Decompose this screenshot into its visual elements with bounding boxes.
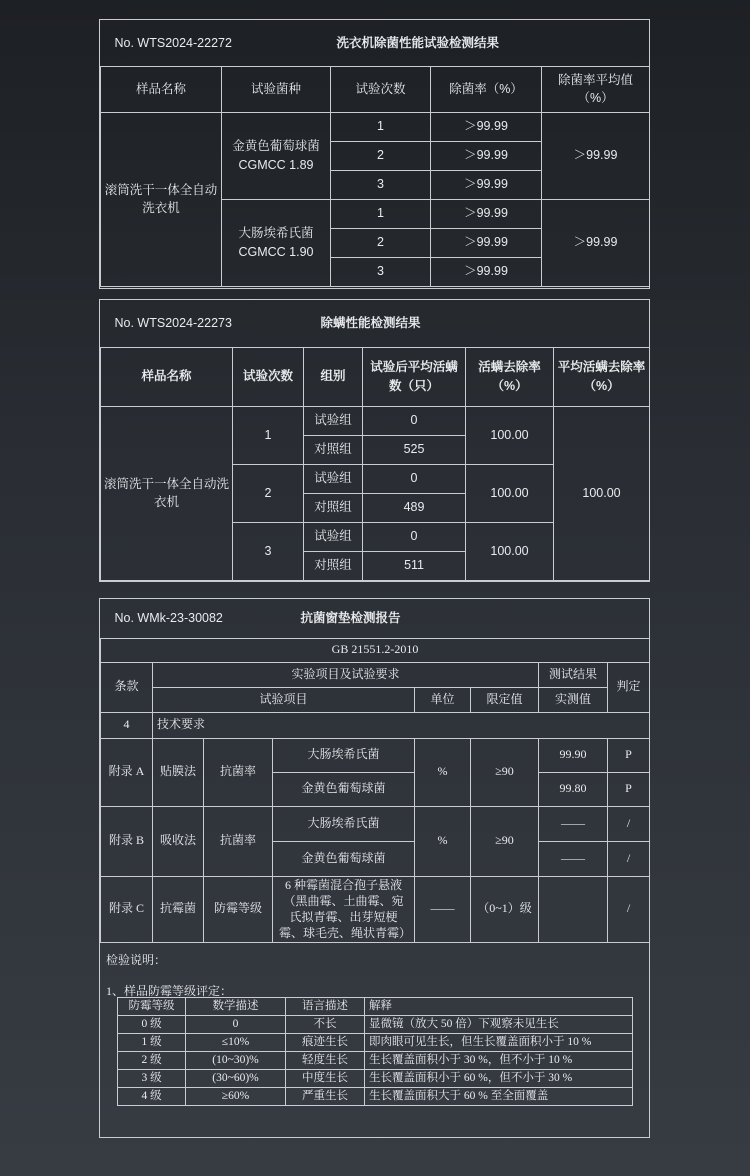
group-label: 对照组: [304, 493, 363, 522]
grade-math: 0: [186, 1016, 286, 1034]
standard-code: GB 21551.2-2010: [101, 638, 650, 662]
measured-value: 99.80: [539, 772, 608, 806]
mite-count: 0: [363, 464, 466, 493]
measured-value: ——: [539, 841, 608, 876]
section-clause: 4: [101, 712, 153, 738]
verdict: P: [608, 738, 650, 772]
trial-number: 3: [233, 522, 304, 580]
limit-value: ≥90: [471, 738, 539, 806]
test-method: 吸收法: [153, 806, 204, 876]
header-limit: 限定值: [471, 687, 539, 712]
removal-rate: ＞99.99: [431, 141, 542, 170]
group-label: 对照组: [304, 551, 363, 580]
header-cell: 活螨去除率（%）: [466, 347, 554, 406]
measured-value: [539, 876, 608, 942]
test-method: 抗霉菌: [153, 876, 204, 942]
verdict: /: [608, 876, 650, 942]
trial-number: 1: [331, 199, 431, 228]
strain-name: 大肠埃希氏菌: [273, 806, 415, 841]
test-item: 防霉等级: [204, 876, 273, 942]
header-cell: 试验次数: [331, 66, 431, 112]
mite-count: 0: [363, 522, 466, 551]
mold-description: 6 种霉菌混合孢子悬液（黑曲霉、土曲霉、宛氏拟青霉、出芽短梗霉、球毛壳、绳状青霉）: [273, 876, 415, 942]
report-title: [320, 300, 650, 347]
grade-level: 1 级: [118, 1034, 186, 1052]
unit: ——: [415, 876, 471, 942]
header-cell: 样品名称: [101, 66, 222, 112]
header-test-result: 测试结果: [539, 662, 608, 687]
antibacterial-report-panel: [99, 598, 650, 1138]
header-cell: 试验后平均活螨数（只）: [363, 347, 466, 406]
header-cell: 试验菌种: [222, 66, 331, 112]
trial-number: 3: [331, 170, 431, 199]
grading-row: [118, 1034, 633, 1052]
grade-language: 严重生长: [286, 1088, 365, 1106]
report-title: 抗菌窗垫检测报告: [300, 611, 401, 626]
header-cell: 平均活螨去除率（%）: [554, 347, 650, 406]
grading-row: [118, 1088, 633, 1106]
section-label: 技术要求: [153, 712, 650, 738]
trial-number: 2: [331, 228, 431, 257]
group-label: 对照组: [304, 435, 363, 464]
sample-name: 滚筒洗干一体全自动洗衣机: [101, 112, 222, 286]
trial-number: 1: [233, 406, 304, 464]
test-item: 抗菌率: [204, 738, 273, 806]
average-rate: ＞99.99: [542, 112, 650, 199]
header-cell: 组别: [304, 347, 363, 406]
appendix-clause: 附录 C: [101, 876, 153, 942]
removal-rate: 100.00: [466, 406, 554, 464]
group-label: 试验组: [304, 464, 363, 493]
grading-header: 解释: [365, 998, 633, 1016]
header-cell: 试验次数: [233, 347, 304, 406]
grade-math: (10~30)%: [186, 1052, 286, 1070]
grade-explanation: 显微镜（放大 50 倍）下观察未见生长: [365, 1016, 633, 1034]
average-removal-rate: 100.00: [554, 406, 650, 580]
mite-report-table: [100, 300, 650, 581]
strain-name: 金黄色葡萄球菌 CGMCC 1.89: [222, 112, 331, 199]
verdict: /: [608, 806, 650, 841]
grading-row: [118, 1052, 633, 1070]
report-title: 洗衣机除菌性能试验检测结果: [336, 35, 500, 50]
appendix-clause: 附录 A: [101, 738, 153, 806]
trial-number: 3: [331, 257, 431, 286]
mite-report-panel: [99, 299, 650, 582]
strain-name: 大肠埃希氏菌: [273, 738, 415, 772]
header-items-requirements: 实验项目及试验要求: [153, 662, 539, 687]
mite-count: 525: [363, 435, 466, 464]
bacteria-report-table: [100, 20, 650, 287]
grade-language: 轻度生长: [286, 1052, 365, 1070]
trial-number: 1: [331, 112, 431, 141]
verdict: /: [608, 841, 650, 876]
antibacterial-report-table: [100, 599, 650, 943]
sample-name: 滚筒洗干一体全自动洗衣机: [101, 406, 233, 580]
header-cell: 除菌率（%）: [431, 66, 542, 112]
bacteria-report-panel: [99, 19, 650, 289]
test-item: 抗菌率: [204, 806, 273, 876]
removal-rate: ＞99.99: [431, 170, 542, 199]
header-cell: 样品名称: [101, 347, 233, 406]
grade-level: 2 级: [118, 1052, 186, 1070]
grading-row: [118, 1016, 633, 1034]
notes-label: 检验说明：: [106, 953, 167, 967]
report-title-text: 除螨性能检测结果: [320, 316, 421, 331]
grade-math: ≥60%: [186, 1088, 286, 1106]
header-unit: 单位: [415, 687, 471, 712]
group-label: 试验组: [304, 522, 363, 551]
strain-name: 金黄色葡萄球菌: [273, 772, 415, 806]
grading-row: [118, 1070, 633, 1088]
unit: %: [415, 806, 471, 876]
grade-explanation: 生长覆盖面积大于 60 % 至全面覆盖: [365, 1088, 633, 1106]
grade-explanation: 生长覆盖面积小于 30 %，但不小于 10 %: [365, 1052, 633, 1070]
report-number: No. WMk-23-30082: [114, 611, 223, 626]
grade-explanation: 即肉眼可见生长，但生长覆盖面积小于 10 %: [365, 1034, 633, 1052]
mite-count: 489: [363, 493, 466, 522]
header-test-item: 试验项目: [153, 687, 415, 712]
grading-title: 1、样品防霉等级评定：: [106, 984, 233, 998]
grade-math: (30~60)%: [186, 1070, 286, 1088]
removal-rate: ＞99.99: [431, 228, 542, 257]
report-number: No. WTS2024-22272: [114, 35, 232, 50]
removal-rate: 100.00: [466, 522, 554, 580]
average-rate: ＞99.99: [542, 199, 650, 286]
grade-math: ≤10%: [186, 1034, 286, 1052]
header-cell: 除菌率平均值（%）: [542, 66, 650, 112]
grade-language: 痕迹生长: [286, 1034, 365, 1052]
trial-number: 2: [331, 141, 431, 170]
grade-explanation: 生长覆盖面积小于 60 %，但不小于 30 %: [365, 1070, 633, 1088]
limit-value: ≥90: [471, 806, 539, 876]
grade-level: 3 级: [118, 1070, 186, 1088]
removal-rate: ＞99.99: [431, 257, 542, 286]
report-number: No. WTS2024-22273: [114, 316, 232, 331]
grade-level: 0 级: [118, 1016, 186, 1034]
trial-number: 2: [233, 464, 304, 522]
grading-header: 数学描述: [186, 998, 286, 1016]
unit: %: [415, 738, 471, 806]
mite-count: 0: [363, 406, 466, 435]
mite-count: 511: [363, 551, 466, 580]
grade-level: 4 级: [118, 1088, 186, 1106]
removal-rate: ＞99.99: [431, 112, 542, 141]
grading-header: 语言描述: [286, 998, 365, 1016]
appendix-clause: 附录 B: [101, 806, 153, 876]
group-label: 试验组: [304, 406, 363, 435]
grading-header: 防霉等级: [118, 998, 186, 1016]
measured-value: ——: [539, 806, 608, 841]
removal-rate: ＞99.99: [431, 199, 542, 228]
test-method: 贴膜法: [153, 738, 204, 806]
header-measured: 实测值: [539, 687, 608, 712]
mold-grading-table: [117, 997, 633, 1106]
measured-value: 99.90: [539, 738, 608, 772]
verdict: P: [608, 772, 650, 806]
strain-name: 金黄色葡萄球菌: [273, 841, 415, 876]
removal-rate: 100.00: [466, 464, 554, 522]
grade-language: 不长: [286, 1016, 365, 1034]
header-verdict: 判定: [608, 662, 650, 712]
strain-name: 大肠埃希氏菌 CGMCC 1.90: [222, 199, 331, 286]
grade-language: 中度生长: [286, 1070, 365, 1088]
header-clause: 条款: [101, 662, 153, 712]
limit-value: （0~1）级: [471, 876, 539, 942]
